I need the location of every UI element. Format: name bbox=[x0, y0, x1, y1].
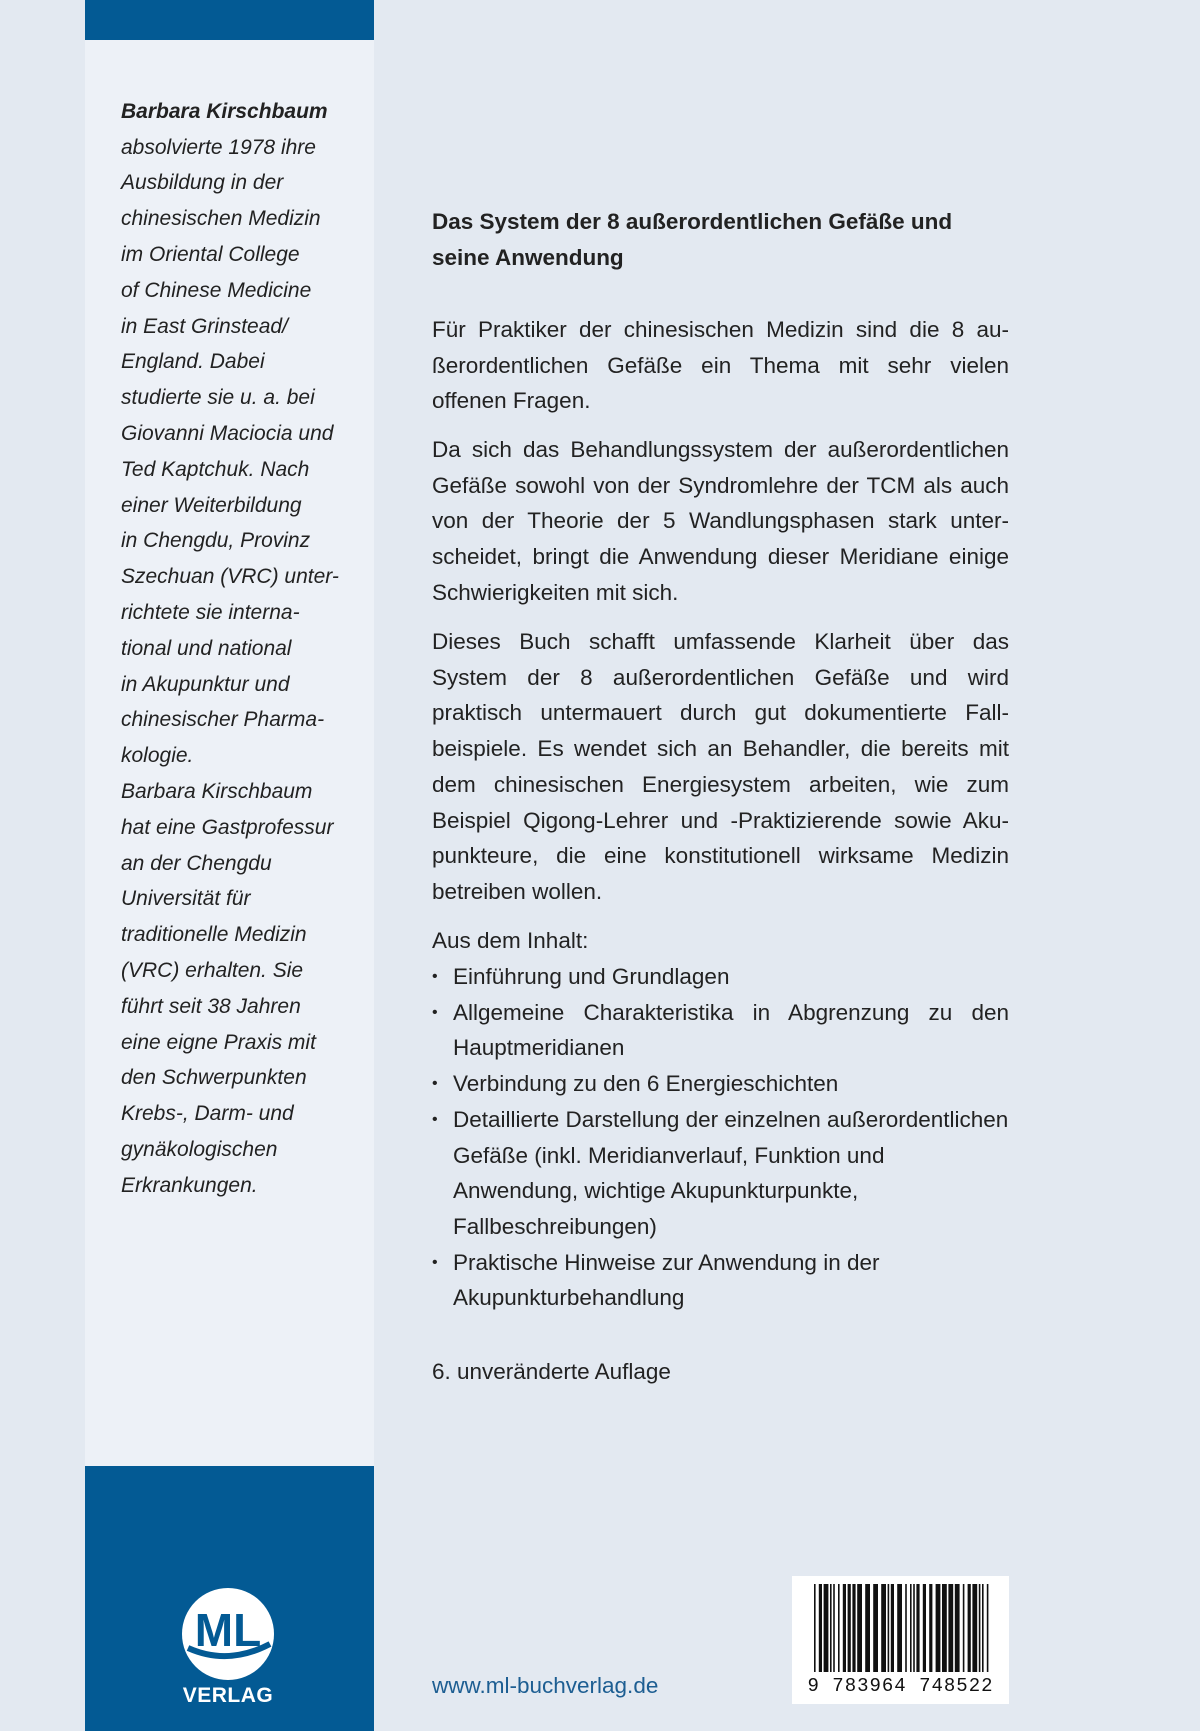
list-item-text: Detaillierte Darstellung der einzelnen außerordentlichen Gefäße (inkl. Meridianverlauf, Funktion und Anwendung, wichtige Akupunkturpunkte, Fallbeschreibungen) bbox=[453, 1106, 1009, 1239]
barcode-bar bbox=[923, 1584, 926, 1672]
list-item bbox=[432, 1066, 1009, 1102]
list-item-text: Einführung und Grundlagen bbox=[453, 964, 730, 989]
author-bio-text: absolvierte 1978 ihre Ausbildung in der chinesischen Medizin im Oriental College of Chinese Medicine in East Grinstead/ England. Dabei studierte sie u. a. bei Giovanni Maciocia und Ted Kaptchuk. Nach einer Weiterbildung in Chengdu, Provinz Szechuan (VRC) unter- richtete sie interna- tional und national in Akupunktur und chinesischer Pharma- kologie. Barbara Kirschbaum hat eine Gastprofessur an der Chengdu Universität für traditionelle Medizin (VRC) erhalten. Sie führt seit 38 Jahren eine eigne Praxis mit den Schwerpunkten Krebs-, Darm- und gynäkologischen Erkrankungen. bbox=[121, 135, 339, 1197]
paragraph-intro: Für Praktiker der chinesischen Medizin sind die 8 außerordentlichen Gefäße ein Thema mit sehr vielen offenen Fragen. bbox=[432, 317, 1009, 414]
barcode-bar bbox=[905, 1584, 907, 1672]
barcode-bar bbox=[838, 1584, 840, 1672]
list-item-text: Allgemeine Charakteristika in Abgrenzung zu den Hauptmeridianen bbox=[453, 999, 1009, 1061]
isbn-number: 9 783964 748522 bbox=[807, 1675, 994, 1697]
author-bio bbox=[121, 58, 366, 1204]
bullet-icon: • bbox=[432, 1003, 438, 1021]
barcode-bar bbox=[819, 1584, 822, 1672]
barcode-bar bbox=[833, 1584, 835, 1672]
edition-note: 6. unveränderte Auflage bbox=[432, 1359, 671, 1384]
barcode-bar bbox=[916, 1584, 919, 1672]
author-name: Barbara Kirschbaum bbox=[121, 99, 328, 123]
barcode-bar bbox=[910, 1584, 912, 1672]
barcode-bar bbox=[987, 1584, 989, 1672]
list-item-text: Praktische Hinweise zur Anwendung in der Akupunkturbehandlung bbox=[453, 1249, 880, 1311]
barcode-bar bbox=[881, 1584, 886, 1672]
sidebar-bottom-band bbox=[85, 1466, 374, 1731]
list-item bbox=[432, 995, 1009, 1066]
barcode-bar bbox=[979, 1584, 981, 1672]
contents-list bbox=[432, 959, 1009, 1316]
barcode-bars bbox=[792, 1576, 1009, 1676]
publisher-website-link[interactable]: www.ml-buchverlag.de bbox=[432, 1673, 659, 1698]
list-item bbox=[432, 1102, 1009, 1245]
bullet-icon: • bbox=[432, 968, 438, 985]
publisher-logo-text: VERLAG bbox=[182, 1684, 274, 1707]
barcode-bar bbox=[852, 1584, 855, 1672]
ml-logo-icon bbox=[180, 1586, 276, 1682]
barcode-bar bbox=[948, 1584, 953, 1672]
list-item bbox=[432, 959, 1009, 995]
isbn-barcode bbox=[792, 1576, 1009, 1704]
barcode-bar bbox=[843, 1584, 846, 1672]
barcode-bar bbox=[963, 1584, 965, 1672]
barcode-bar bbox=[830, 1584, 832, 1672]
barcode-bar bbox=[824, 1584, 829, 1672]
barcode-bar bbox=[897, 1584, 902, 1672]
barcode-bar bbox=[936, 1584, 941, 1672]
barcode-bar bbox=[865, 1584, 870, 1672]
barcode-bar bbox=[955, 1584, 960, 1672]
barcode-bar bbox=[873, 1584, 878, 1672]
paragraph-treatment-system: Da sich das Behandlungssystem der außerordentlichen Gefäße sowohl von der Syndromlehre der TCM als auch von der Theorie der 5 Wandlungsphasen stark unterscheidet, bringt die Anwendung dieser Meridiane einige Schwierigkeiten mit sich. bbox=[432, 437, 1009, 605]
barcode-bar bbox=[857, 1584, 862, 1672]
barcode-bar bbox=[814, 1584, 816, 1672]
barcode-bar bbox=[888, 1584, 890, 1672]
publisher-logo bbox=[173, 1586, 283, 1708]
bullet-icon: • bbox=[432, 1110, 438, 1128]
list-item-text: Verbindung zu den 6 Energieschichten bbox=[453, 1071, 839, 1097]
logo-letters: ML bbox=[194, 1604, 262, 1656]
headline: Das System der 8 außerordentlichen Gefäße und seine Anwendung bbox=[432, 209, 953, 270]
bullet-icon: • bbox=[432, 1075, 438, 1093]
barcode-bar bbox=[968, 1584, 971, 1672]
back-cover-text bbox=[432, 0, 1009, 1731]
contents-title: Aus dem Inhalt: bbox=[432, 928, 589, 953]
list-item bbox=[432, 1245, 1009, 1316]
sidebar-top-band bbox=[85, 0, 374, 40]
bullet-icon: • bbox=[432, 1253, 438, 1271]
barcode-bar bbox=[891, 1584, 894, 1672]
barcode-bar bbox=[942, 1584, 947, 1672]
barcode-bar bbox=[848, 1584, 851, 1672]
barcode-bar bbox=[972, 1584, 977, 1672]
author-sidebar bbox=[85, 0, 374, 1731]
barcode-bar bbox=[982, 1584, 984, 1672]
paragraph-book-description: Dieses Buch schafft umfassende Klarheit über das System der 8 außerordentlichen Gefäße und wird praktisch untermauert durch gut dokumentierte Fallbeispiele. Es wendet sich an Behandler, die bereits mit dem chinesischen Energiesystem arbeiten, wie zum Beispiel Qigong-Lehrer und -Praktizierende sowie Akupunkteure, die eine konstitutionell wirksame Medizin betreiben wollen. bbox=[432, 629, 1009, 904]
barcode-bar bbox=[913, 1584, 915, 1672]
barcode-bar bbox=[929, 1584, 932, 1672]
